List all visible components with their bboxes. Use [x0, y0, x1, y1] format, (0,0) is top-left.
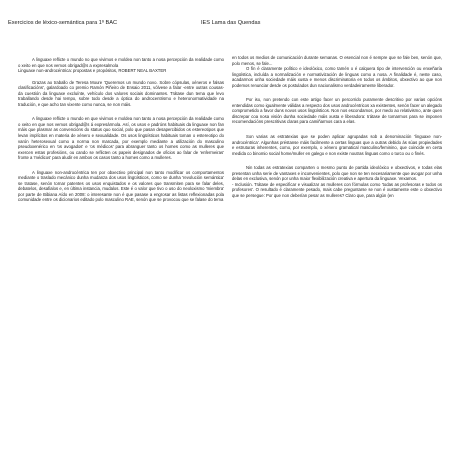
- header-left-text: Exercicios de léxico-semántica para 1º BAC: [8, 20, 117, 26]
- page-header: [8, 20, 444, 30]
- left-paragraph-3: A linguaxe non-androcéntrica ten por obxectivo principal non tanto modificar os comportamentos mediante o traslado mecánico dunha mudanza dos usos lingüísticos, como se dunha 'revolución semántica' se tratase, senón tornar patentes os usos enquistados e os valores que transmiten para se falar deles, debatelos, desafialos e, en última instancia, mudalos. Este é o valor que tivo o uso do neoloxismo 'miembra' por parte de Bibiana Aído en 2008: o interesante non é que pasase a engrosar as listas reflexionadas pola comunidade entre os dicionarios editado polo masculino RAE, senón que se provocou que se falase do tema: [18, 169, 224, 203]
- article-title: Linguaxe non-androcéntrica: propostas e propósitos, ROBERT NEAL BAXTER: [18, 68, 167, 74]
- intro-quote: A linguaxe reflicte o mundo no que vivimos e moldea non tanto a nosa percepción da realidade como o xeito en que nos vemos obrigad@s a expresalmola: [18, 57, 224, 68]
- header-right-text: IES Lama das Quendas: [201, 20, 261, 26]
- right-paragraph-1: en todos os medios de comunicación durante semanas. O esencial non é sempre que se fale ben, senón que, polo menos, se fale...: [232, 55, 442, 66]
- right-paragraph-5: Nin todas as estratexias comparten o mesmo punto de partida ideolóxico e obxectivos, e todas elas presentan unha serie de vantaxes e inconvenientes, polo que non se ten necesariamente que avogar por unha delas en exclusiva, senón por unha maior flexibilización creativa e apertura da linguaxe. Vexamos.: [232, 165, 442, 182]
- left-column: [18, 57, 224, 203]
- left-paragraph-1: Grazas ao traballo de Teresa Moure 'Queremos un mundo novo. Sobre cópsulas, xéneros e falsas clasificacións', galardoado co premio Ramón Piñeiro de Ensaio 2011, vólvese a falar -entre outras cousas- da cuestión da linguaxe excluínte, vehículo dos valores sociais dominantes. Trátase dun tema que levo traballando desde hai tempo, sobre todo desde a óptica do androcentrismo e heteronormatividade na tradución, e que acho tan vixente como nunca, se non máis.: [18, 79, 224, 107]
- right-paragraph-6: - Inclusión. Trátase de especificar e visualizar as mulleres con fórmulas como 'todas as profesoras e todos os profesores'. O resultado é claramente pesado, mais cabe preguntarse se non é xustamente este o obxectivo que se persegue: Por que non deberían pesar as mulleres? Claro que, para algún (en: [232, 181, 442, 198]
- right-paragraph-2: O fin é claramente político e ideolóxico, como tamén o é calquera tipo de intervención ou enxeñaría lingüística, incluída a normalización e normativización de linguas como a nosa. A finalidade é, neste caso, acadarmos unha sociedade máis xusta e menos discriminatoria en todos os ámbitos, obxectivo ao que non podemos renunciar desde os postulados dun nacionalismo verdadeiramente liberador.: [232, 66, 442, 88]
- left-paragraph-2: A linguaxe reflicte o mundo en que vivimos e moldea non tanto a nosa percepción da realidade como o xeito en que nos vemos obrigad@s á expresármola. Así, os usos e padróns habituais da linguaxe non fan máis que plasmar as convencións do status quo social, polo que pasan desapercibidos os estereotipos que levan implícitos en materia de xénero e sexualidade. Os usos lingüísticos habituais toman o estereotipo do varón heterosexual como a norma non marcada, por exemplo mediante a utilización do masculino pseudoxenérico en 'os avogados' e 'os médicos' para abranguer tanto os homes como as mulleres que exercen estas profesións, ou cando se reflicten os papeis designados de oficios ao falar de 'enfermeiras' fronte a 'médicos' para aludir en ambos os casos tanto a homes como a mulleres.: [18, 116, 224, 161]
- right-paragraph-4: Son varias as estratexias que se poden aplicar agrupadas sob a denominación 'linguaxe non-androcéntrica'. Algunhas préstanse máis facilmente a certas linguas que a outras debido ás súas propiedades e estruturas inherentes, como, por exemplo, o xénero gramatical masculino/feminino, que coincide en certa medida co binomio social home/muller en galego e non existe noutras linguas como o turco ou o finés.: [232, 134, 442, 156]
- right-column: [232, 55, 442, 198]
- right-paragraph-3: Por iso, non pretendo con este artigo facer un percorrido puramente descritivo por varias opcións entendidas como igualmente válidas a respecto dos usos androcéntricos xa existentes, senón facer un alegado comprometido a favor duns novos usos lingüísticos. Non nos escondamos, por medo ao relativismo, ante quen discrepar coa nosa visión dunha sociedade máis xusta e liberadora: trátase de tomarmos para se imponen recomendacións prescritivas claras para camiñarmos cara a elas.: [232, 97, 442, 125]
